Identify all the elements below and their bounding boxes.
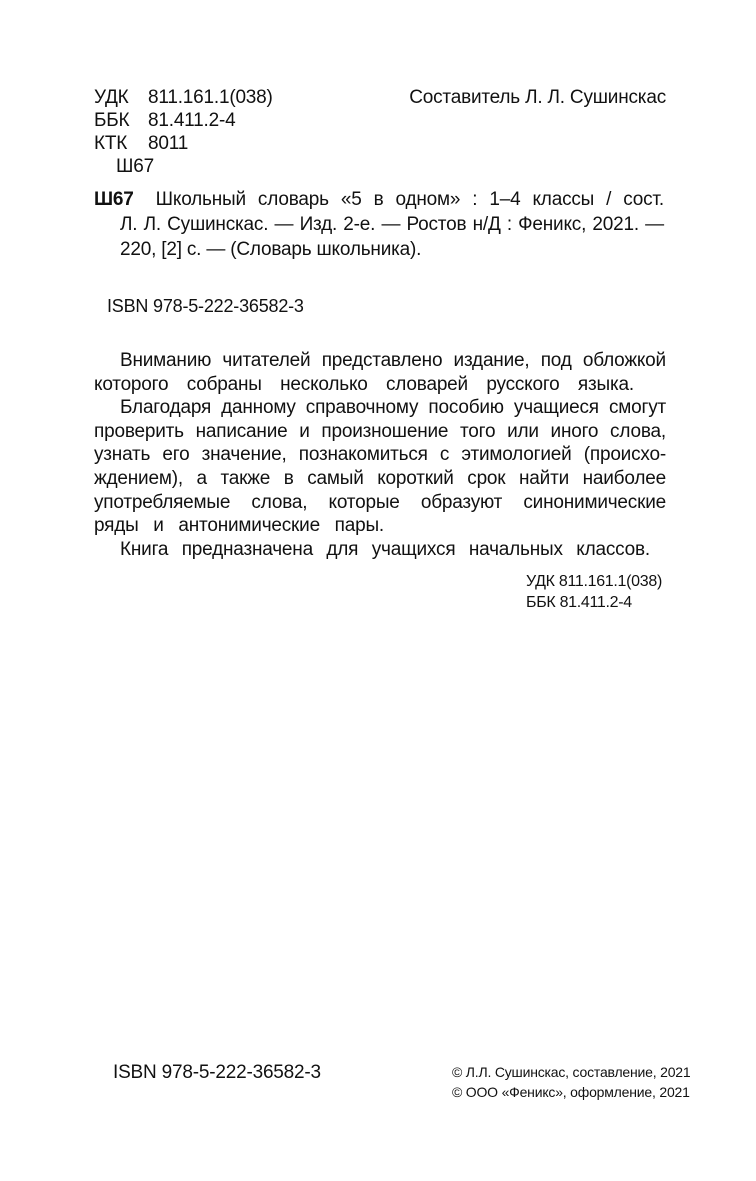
- word: найти: [519, 467, 570, 489]
- bbk-row: [94, 109, 273, 132]
- biblio-line-1: [94, 187, 664, 212]
- word: Ростов: [406, 214, 467, 235]
- word: антонимические: [178, 515, 320, 537]
- annotation-line: [94, 538, 650, 562]
- word: или: [507, 420, 539, 442]
- word: узнать: [94, 444, 151, 466]
- bbk-label: ББК: [94, 110, 130, 131]
- word: того: [460, 420, 496, 442]
- ktk-value: 8011: [148, 133, 189, 154]
- word: самый: [307, 467, 364, 489]
- word: слова,: [610, 420, 666, 442]
- word: :: [506, 214, 512, 235]
- word: в: [283, 467, 294, 489]
- annotation-line: [94, 420, 666, 444]
- bbk-value: 81.411.2-4: [148, 110, 236, 131]
- word: написание: [195, 420, 288, 442]
- word: 1–4: [489, 189, 521, 210]
- word: —: [274, 214, 294, 235]
- word: ждением),: [94, 467, 183, 489]
- bbk-bottom: ББК 81.411.2-4: [526, 594, 632, 611]
- word: собраны: [186, 373, 262, 395]
- word: произношение: [321, 420, 449, 442]
- word: словарь: [257, 189, 329, 210]
- word: под: [540, 350, 572, 371]
- word: читателей: [222, 350, 311, 371]
- word: которого: [94, 373, 169, 395]
- annotation-line: [94, 514, 384, 538]
- word: короткий: [377, 467, 454, 489]
- word: этимологией: [461, 444, 572, 466]
- word: —: [645, 214, 664, 235]
- isbn-top: ISBN 978-5-222-36582-3: [107, 296, 304, 316]
- word: (происхо-: [583, 444, 666, 466]
- ktk-row: [94, 132, 273, 155]
- annotation-line: [94, 349, 666, 373]
- word: издание,: [453, 350, 530, 371]
- word: представлено: [321, 350, 443, 371]
- word: Феникс,: [518, 214, 587, 235]
- word: Сушинскас.: [167, 214, 269, 235]
- word: 2-е.: [343, 214, 376, 235]
- word: проверить: [94, 420, 184, 442]
- word: Школьный: [155, 189, 246, 210]
- isbn-bottom: ISBN 978-5-222-36582-3: [113, 1062, 321, 1083]
- word: классы: [532, 189, 595, 210]
- annotation-line: [94, 467, 666, 491]
- word: значение,: [201, 444, 287, 466]
- word: Л.: [143, 214, 161, 235]
- biblio-line-3: 220, [2] с. — (Словарь школьника).: [120, 239, 422, 260]
- word: /: [606, 189, 612, 210]
- biblio-line-2: [94, 212, 664, 237]
- word: Вниманию: [120, 350, 212, 371]
- word: 2021.: [592, 214, 639, 235]
- word: и: [153, 515, 164, 537]
- annotation: [94, 349, 666, 561]
- word: и: [299, 420, 310, 442]
- word: которые: [328, 491, 400, 513]
- copyright-compiler: © Л.Л. Сушинскас, составление, 2021: [452, 1064, 691, 1080]
- author-sign-row: [94, 155, 273, 178]
- word: также: [220, 467, 271, 489]
- annotation-line: [94, 396, 666, 420]
- word: обложкой: [582, 350, 666, 371]
- word: употребляемые: [94, 491, 231, 513]
- word: Л.: [120, 214, 138, 235]
- word: Изд.: [299, 214, 338, 235]
- classification-codes-bottom: [526, 571, 662, 613]
- word: одном»: [395, 189, 461, 210]
- word: справочному: [305, 397, 419, 419]
- word: учащихся: [371, 538, 456, 560]
- classification-codes: [94, 86, 273, 178]
- word: пары.: [334, 515, 384, 537]
- word: сост.: [623, 189, 664, 210]
- word: русского: [486, 373, 560, 395]
- bibliographic-record: [94, 187, 664, 262]
- word: срок: [467, 467, 506, 489]
- word: словарей: [386, 373, 468, 395]
- word: Благодаря: [120, 397, 212, 419]
- udk-value: 811.161.1(038): [148, 87, 273, 108]
- ktk-label: КТК: [94, 133, 128, 154]
- word: познакомиться: [298, 444, 428, 466]
- annotation-line: [94, 373, 634, 397]
- copyright-publisher: © ООО «Феникс», оформление, 2021: [452, 1084, 690, 1100]
- word: —: [381, 214, 401, 235]
- word: несколько: [280, 373, 368, 395]
- word: ряды: [94, 515, 139, 537]
- word: данному: [221, 397, 296, 419]
- annotation-line: [94, 491, 666, 515]
- word: классов.: [576, 538, 650, 560]
- word: а: [196, 467, 207, 489]
- word: :: [472, 189, 478, 210]
- word: с: [439, 444, 450, 466]
- compiler-credit: Составитель Л. Л. Сушинскас: [409, 87, 666, 108]
- word: языка.: [577, 373, 634, 395]
- word: начальных: [468, 538, 563, 560]
- word: пособию: [428, 397, 504, 419]
- udk-bottom: УДК 811.161.1(038): [526, 573, 662, 590]
- word: «5: [340, 189, 362, 210]
- udk-row: [94, 86, 273, 109]
- word: наиболее: [582, 467, 666, 489]
- word: н/Д: [472, 214, 501, 235]
- author-sign-cipher: Ш67: [94, 189, 134, 210]
- udk-label: УДК: [94, 87, 129, 108]
- word: в: [373, 189, 384, 210]
- word: для: [326, 538, 359, 560]
- copyright-block: [452, 1062, 690, 1102]
- word: слова,: [251, 491, 308, 513]
- word: его: [162, 444, 190, 466]
- word: предназначена: [181, 538, 313, 560]
- word: иного: [550, 420, 599, 442]
- word: Книга: [120, 538, 169, 560]
- word: образуют: [420, 491, 503, 513]
- word: смогут: [608, 397, 666, 419]
- author-sign: Ш67: [116, 156, 154, 177]
- word: синонимические: [523, 491, 666, 513]
- word: учащиеся: [513, 397, 599, 419]
- annotation-line: [94, 443, 666, 467]
